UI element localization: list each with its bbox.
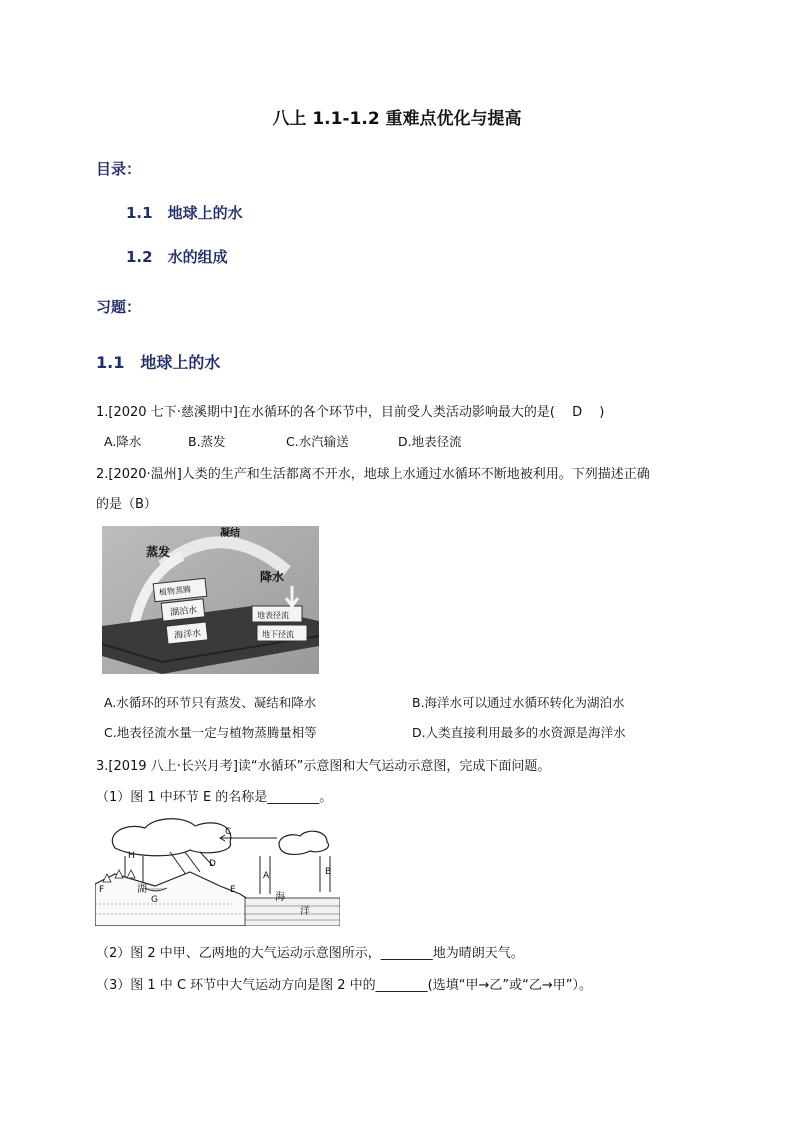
fig1-label-sea2: 洋 (300, 906, 310, 917)
label-condense: 凝结 (220, 528, 240, 539)
q2-option-c: C.地表径流水量一定与植物蒸腾量相等 (104, 725, 317, 740)
page-title: 八上 1.1-1.2 重难点优化与提高 (272, 109, 522, 129)
q3-sub3: （3）图 1 中 C 环节中大气运动方向是图 2 中的________(选填“甲→乙”或“乙→甲”）。 (96, 978, 592, 993)
exercises-heading: 习题： (96, 298, 142, 316)
q3-stem: 3.[2019 八上·长兴月考]读“水循环”示意图和大气运动示意图，完成下面问题。 (96, 759, 551, 774)
water-cycle-photo-figure (102, 526, 319, 674)
sea-cloud (279, 831, 329, 854)
fig1-label-b: B (325, 867, 332, 877)
label-lake: 湖泊水 (169, 605, 198, 619)
q2-option-b: B.海洋水可以通过水循环转化为湖泊水 (412, 695, 625, 710)
q1-option-a: A.降水 (104, 434, 142, 449)
q1-option-b: B.蒸发 (188, 434, 226, 449)
fig1-label-lake: 湖 (137, 884, 147, 895)
water-cycle-diagram-figure (95, 814, 340, 926)
label-rain: 降水 (260, 570, 285, 584)
q3-sub1: （1）图 1 中环节 E 的名称是________。 (96, 790, 333, 805)
fig1-label-f: F (99, 885, 105, 895)
fig1-label-d: D (209, 859, 216, 869)
label-ground: 地下径流 (262, 630, 294, 639)
q1-stem: 1.[2020 七下·慈溪期中]在水循环的各个环节中，目前受人类活动影响最大的是( D ) (96, 405, 605, 420)
fig1-label-a: A (263, 871, 270, 881)
toc-item-1-1[interactable]: 1.1 地球上的水 (126, 204, 243, 222)
fig1-label-h: H (128, 851, 135, 861)
q2-option-a: A.水循环的环节只有蒸发、凝结和降水 (104, 695, 317, 710)
sea-shape (245, 898, 340, 926)
q3-sub2: （2）图 2 中甲、乙两地的大气运动示意图所示，________地为晴朗天气。 (96, 946, 524, 961)
fig1-label-e: E (230, 885, 236, 895)
fig1-label-c: C (225, 827, 232, 837)
q1-option-d: D.地表径流 (398, 434, 462, 449)
q2-option-d: D.人类直接利用最多的水资源是海洋水 (412, 725, 626, 740)
q1-option-c: C.水汽输送 (286, 434, 349, 449)
toc-item-1-2[interactable]: 1.2 水的组成 (126, 248, 228, 266)
label-transp: 植物蒸腾 (158, 584, 192, 598)
label-evap: 蒸发 (146, 545, 171, 559)
q2-stem-line1: 2.[2020·温州]人类的生产和生活都离不开水，地球上水通过水循环不断地被利用。下列描述正确 (96, 467, 650, 482)
fig1-label-g: G (151, 895, 158, 905)
toc-heading: 目录： (96, 160, 142, 178)
fig1-label-sea1: 海 (275, 892, 285, 903)
section-heading: 1.1 地球上的水 (96, 353, 221, 372)
q2-stem-line2: 的是（B） (96, 497, 157, 512)
label-sea: 海洋水 (173, 628, 202, 642)
ground-profile (95, 872, 265, 926)
label-surface: 地表径流 (257, 611, 289, 620)
